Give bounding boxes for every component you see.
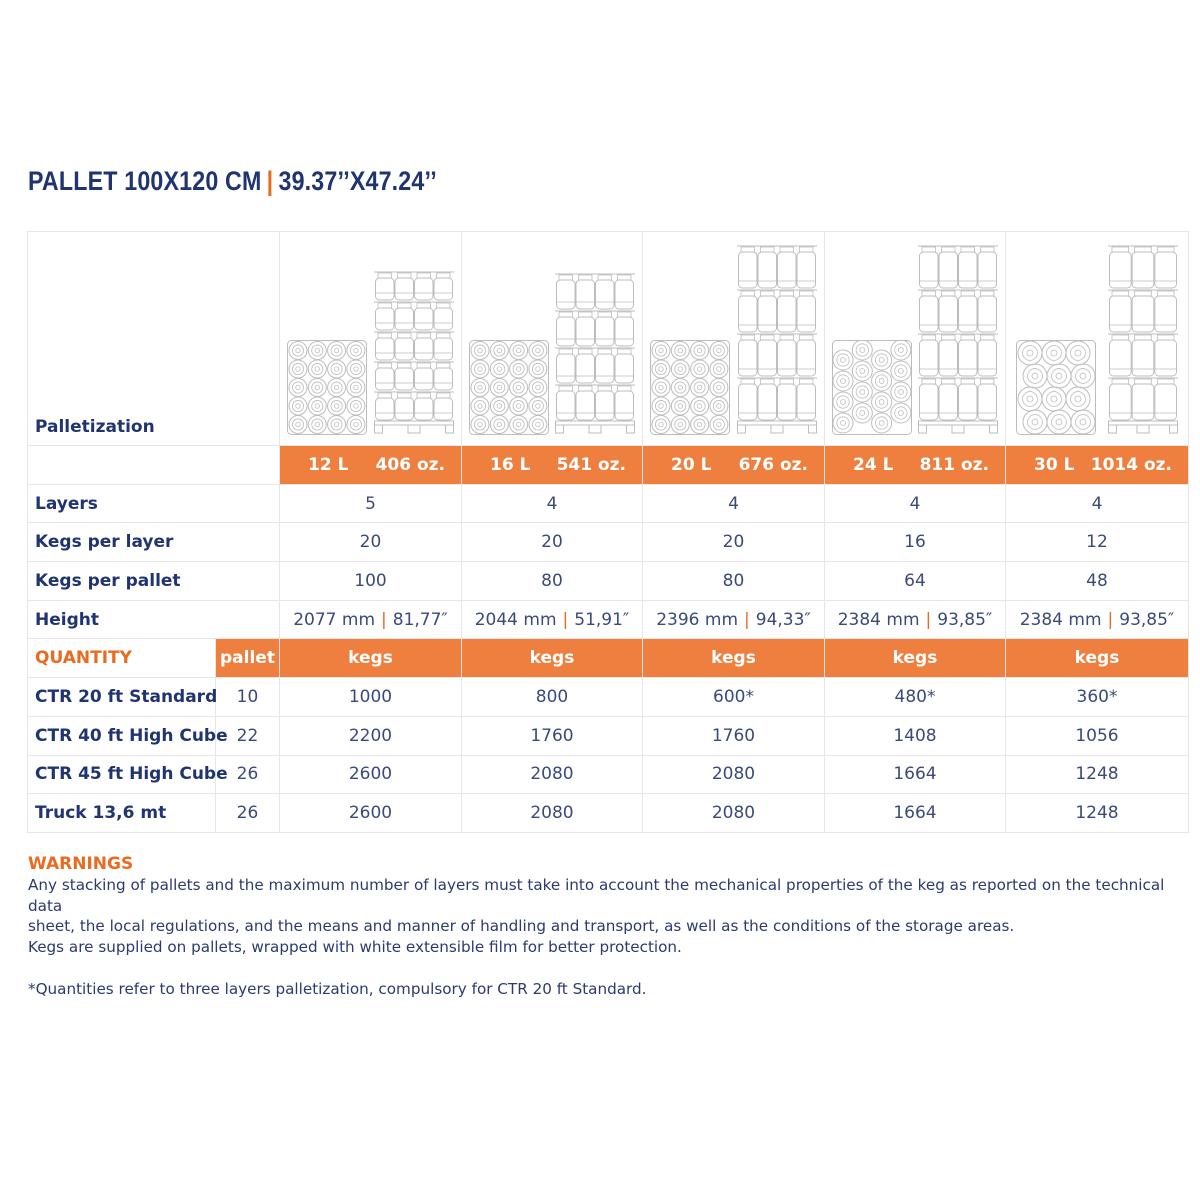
height-cell (1006, 600, 1189, 639)
ctr45-row (28, 755, 1189, 794)
cell: 4 (825, 484, 1006, 523)
warnings-section (28, 853, 1188, 999)
cell: 360* (1006, 678, 1189, 717)
height-row (28, 600, 1189, 639)
pallet-count: 10 (216, 678, 280, 717)
height-in: 51,91″ (574, 609, 630, 630)
keg-30l-diagram (1006, 232, 1189, 446)
separator: | (381, 609, 387, 630)
kegs-header: kegs (643, 639, 825, 678)
cell: 12 (1006, 523, 1189, 562)
height-mm: 2044 mm (474, 609, 557, 630)
liters: 30 L (1034, 454, 1075, 475)
cell: 20 (462, 523, 643, 562)
kegs-per-pallet-row (28, 562, 1189, 601)
pallet-count: 26 (216, 794, 280, 833)
cell: 20 (643, 523, 825, 562)
cell: 80 (643, 562, 825, 601)
size-header-24l (825, 446, 1006, 485)
truck-row (28, 794, 1189, 833)
cell: 800 (462, 678, 643, 717)
cell: 2200 (280, 716, 462, 755)
height-mm: 2396 mm (656, 609, 739, 630)
keg-12l-diagram (280, 232, 462, 446)
cell: 1056 (1006, 716, 1189, 755)
cell: 48 (1006, 562, 1189, 601)
separator: | (1107, 609, 1114, 630)
ounces: 541 oz. (556, 454, 626, 475)
cell: 16 (825, 523, 1006, 562)
liters: 12 L (308, 454, 349, 475)
cell: 2600 (280, 755, 462, 794)
pallet-top-view-icon (287, 340, 367, 435)
liters: 24 L (853, 454, 894, 475)
height-cell (280, 600, 462, 639)
cell: 1248 (1006, 794, 1189, 833)
keg-20l-diagram (643, 232, 825, 446)
cell: 480* (825, 678, 1006, 717)
cell: 2080 (643, 794, 825, 833)
cell: 100 (280, 562, 462, 601)
size-header-16l (462, 446, 643, 485)
cell: 20 (280, 523, 462, 562)
cell: 1000 (280, 678, 462, 717)
palletization-table (27, 231, 1189, 833)
warnings-line: Any stacking of pallets and the maximum number of layers must take into account the mechanical properties of the keg as reported on the technical data (28, 876, 1165, 915)
pallet-count: 26 (216, 755, 280, 794)
kegs-header: kegs (462, 639, 643, 678)
row-label: CTR 45 ft High Cube (28, 755, 216, 794)
page-title (28, 166, 437, 197)
height-in: 81,77″ (392, 609, 448, 630)
kegs-header: kegs (280, 639, 462, 678)
cell: 5 (280, 484, 462, 523)
ounces: 811 oz. (919, 454, 989, 475)
ounces: 676 oz. (738, 454, 808, 475)
cell: 2080 (643, 755, 825, 794)
separator: | (562, 609, 569, 630)
row-label: Kegs per pallet (28, 562, 280, 601)
height-mm: 2384 mm (837, 609, 920, 630)
cell: 600* (643, 678, 825, 717)
keg-16l-diagram (462, 232, 643, 446)
cell: 1248 (1006, 755, 1189, 794)
cell: 4 (1006, 484, 1189, 523)
pallet-top-view-icon (469, 340, 549, 435)
row-label: Truck 13,6 mt (28, 794, 216, 833)
warnings-line: sheet, the local regulations, and the means and manner of handling and transport, as well as the conditions of the storage areas. (28, 917, 1015, 936)
ounces: 406 oz. (375, 454, 445, 475)
row-label: Kegs per layer (28, 523, 280, 562)
separator: | (925, 609, 932, 630)
row-label: CTR 40 ft High Cube (28, 716, 216, 755)
cell: 1760 (643, 716, 825, 755)
liters: 16 L (490, 454, 531, 475)
title-imperial: 39.37’’X47.24’’ (278, 166, 437, 196)
pallet-top-view-icon (1016, 340, 1096, 435)
size-header-30l (1006, 446, 1189, 485)
cell: 80 (462, 562, 643, 601)
kegs-per-layer-row (28, 523, 1189, 562)
kegs-header: kegs (825, 639, 1006, 678)
quantity-label: QUANTITY (28, 639, 216, 678)
footnote: *Quantities refer to three layers palletization, compulsory for CTR 20 ft Standard. (28, 979, 647, 998)
height-mm: 2384 mm (1019, 609, 1102, 630)
ctr40-row (28, 716, 1189, 755)
kegs-header: kegs (1006, 639, 1189, 678)
pallet-side-view-icon (374, 271, 454, 435)
cell: 1664 (825, 794, 1006, 833)
height-mm: 2077 mm (293, 609, 376, 630)
cell: 64 (825, 562, 1006, 601)
size-header-12l (280, 446, 462, 485)
quantity-header-row (28, 639, 1189, 678)
empty-header-cell (28, 446, 280, 485)
height-cell (462, 600, 643, 639)
cell: 1760 (462, 716, 643, 755)
palletization-label: Palletization (28, 232, 280, 446)
height-in: 94,33″ (755, 609, 811, 630)
pallet-side-view-icon (1108, 245, 1178, 435)
palletization-images-row (28, 232, 1189, 446)
pallet-side-view-icon (555, 273, 635, 435)
separator: | (744, 609, 750, 630)
row-label: Layers (28, 484, 280, 523)
height-cell (825, 600, 1006, 639)
warnings-heading: WARNINGS (28, 854, 134, 874)
pallet-count: 22 (216, 716, 280, 755)
row-label: CTR 20 ft Standard (28, 678, 216, 717)
ounces: 1014 oz. (1090, 454, 1172, 475)
cell: 2080 (462, 755, 643, 794)
pallet-header: pallet (216, 639, 280, 678)
cell: 1408 (825, 716, 1006, 755)
title-separator: | (266, 166, 274, 196)
cell: 2600 (280, 794, 462, 833)
pallet-top-view-icon (832, 340, 912, 435)
size-header-row (28, 446, 1189, 485)
title-metric: PALLET 100X120 CM (28, 166, 262, 196)
height-in: 93,85″ (937, 609, 993, 630)
height-cell (643, 600, 825, 639)
height-in: 93,85″ (1119, 609, 1175, 630)
keg-24l-diagram (825, 232, 1006, 446)
cell: 1664 (825, 755, 1006, 794)
cell: 2080 (462, 794, 643, 833)
pallet-top-view-icon (650, 340, 730, 435)
layers-row (28, 484, 1189, 523)
cell: 4 (462, 484, 643, 523)
pallet-side-view-icon (918, 245, 998, 435)
ctr20-row (28, 678, 1189, 717)
pallet-side-view-icon (737, 245, 817, 435)
row-label: Height (28, 600, 280, 639)
cell: 4 (643, 484, 825, 523)
size-header-20l (643, 446, 825, 485)
warnings-line: Kegs are supplied on pallets, wrapped with white extensible film for better protection. (28, 938, 682, 957)
liters: 20 L (671, 454, 712, 475)
